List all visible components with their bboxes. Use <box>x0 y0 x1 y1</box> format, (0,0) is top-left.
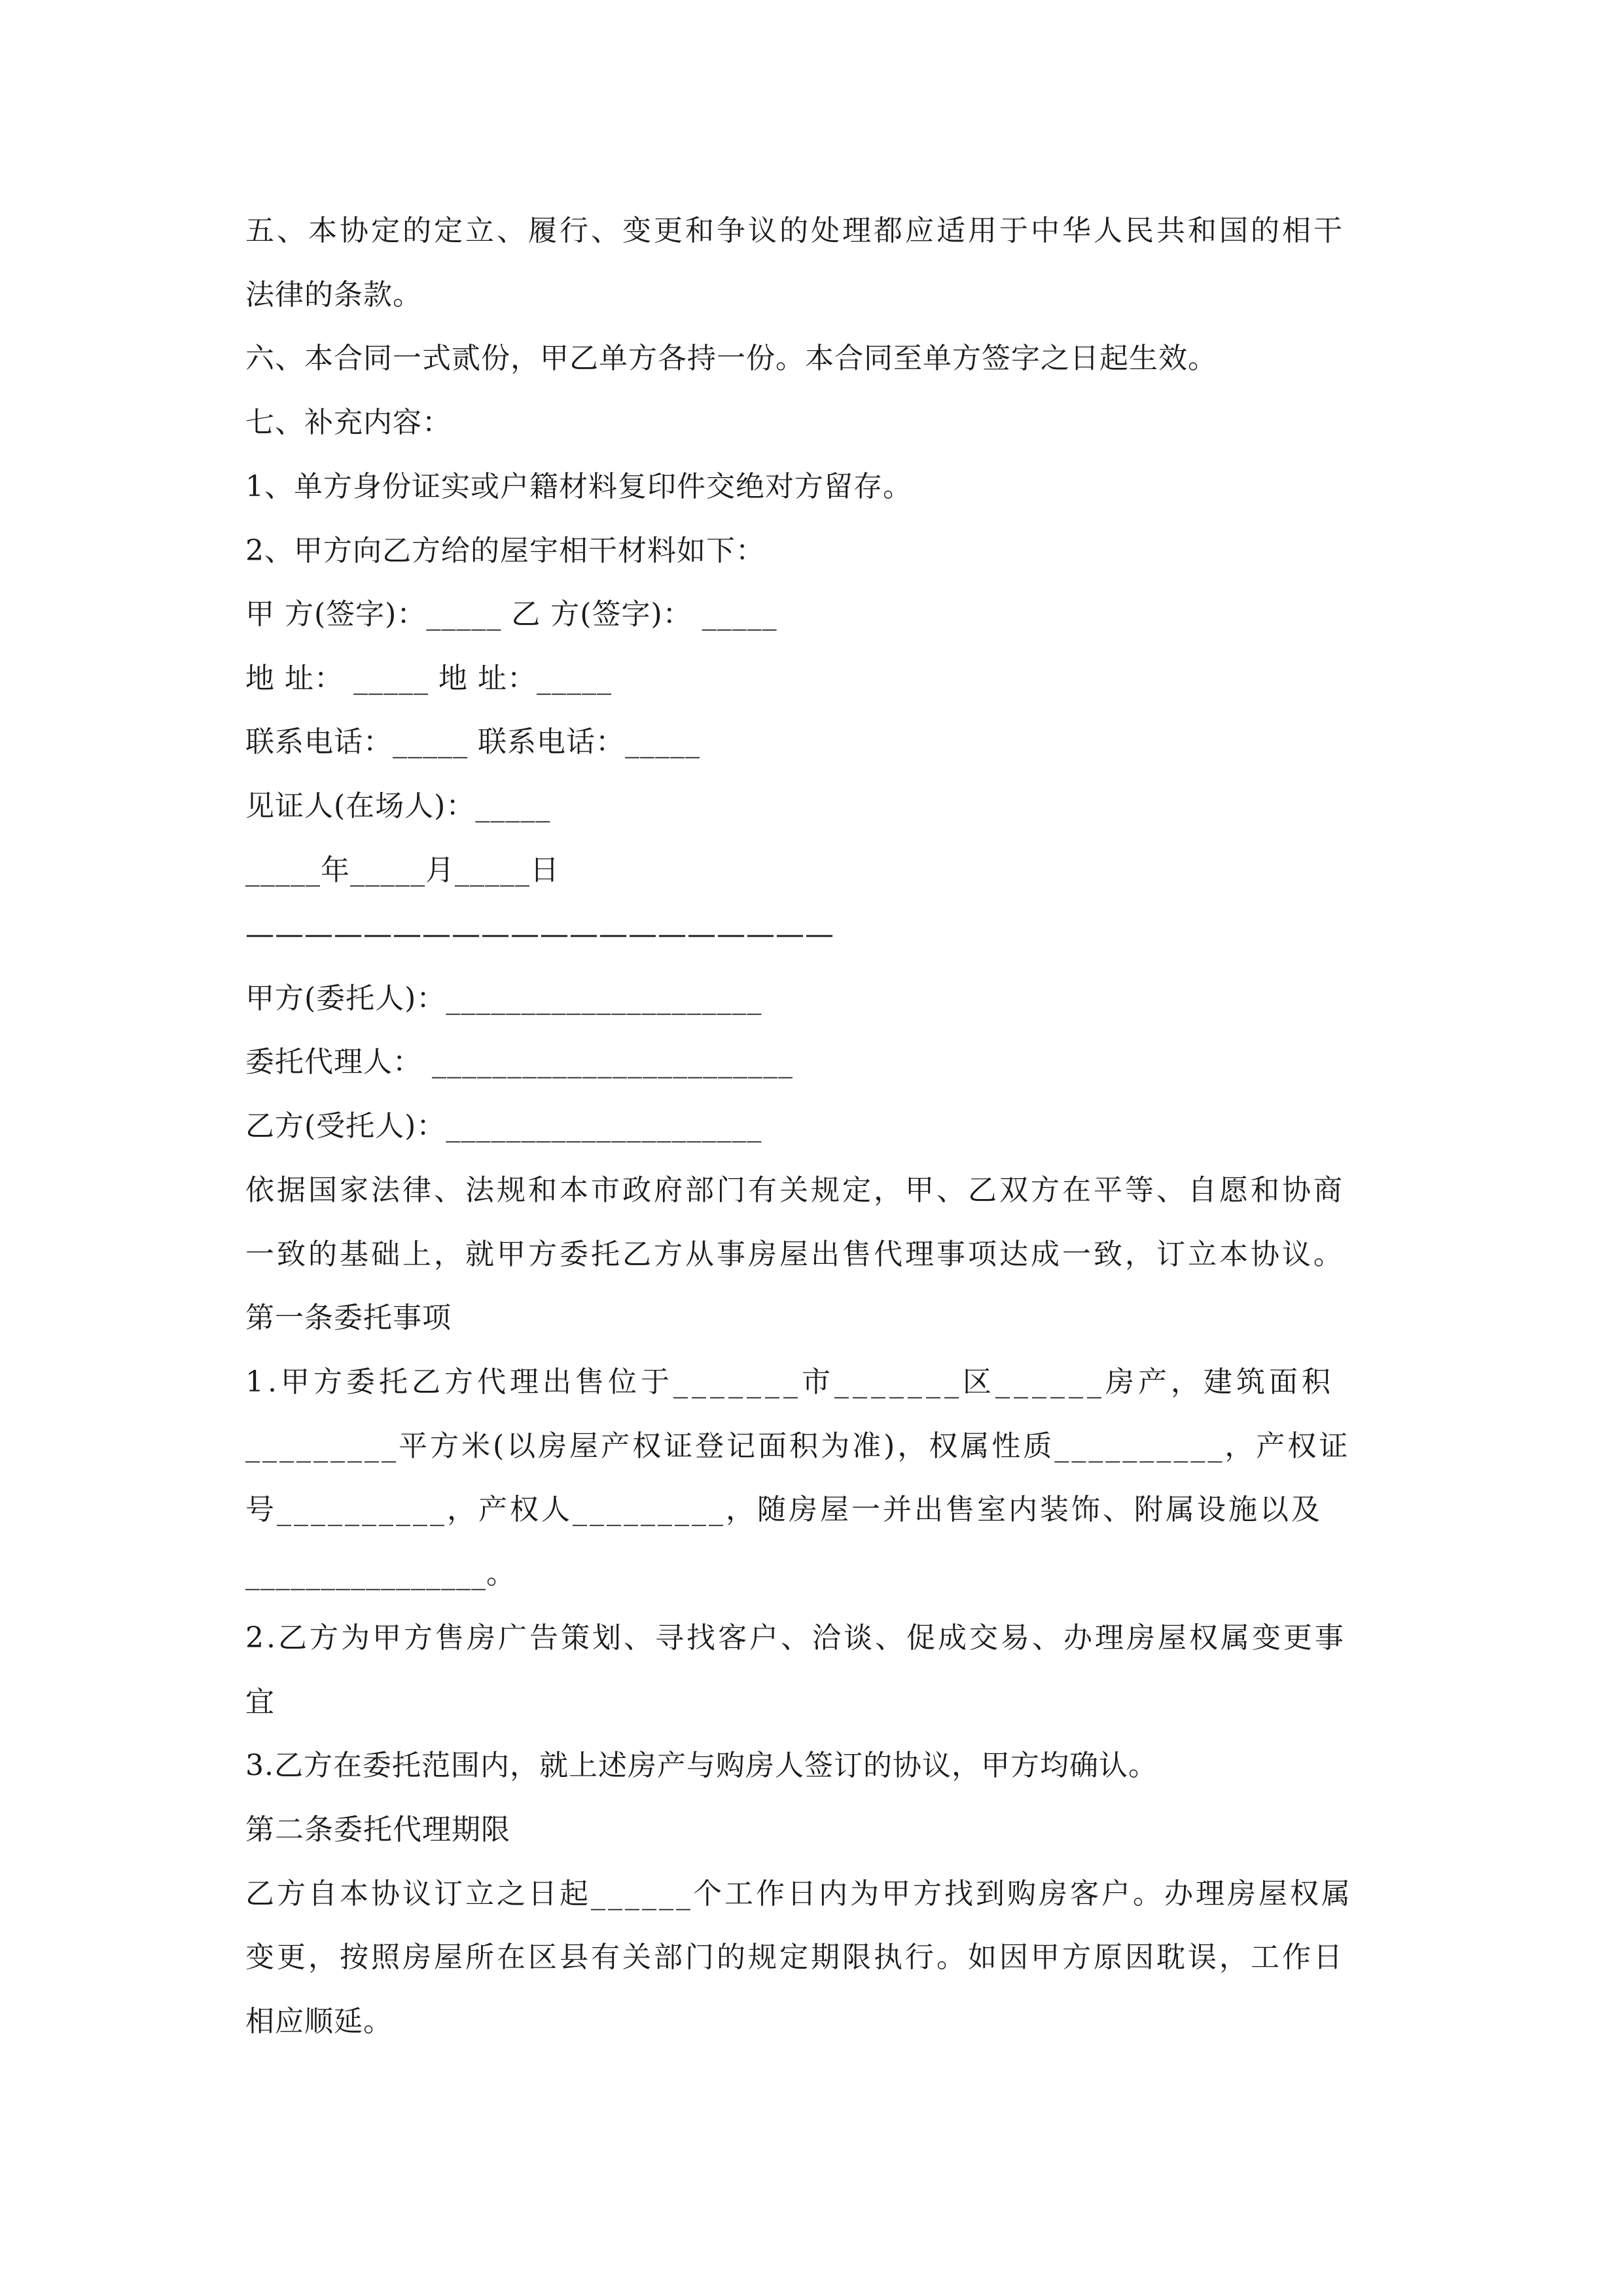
supplement-item-2: 2、甲方向乙方给的屋宇相干材料如下： <box>245 534 765 567</box>
principal-signature-line: 甲方(委托人)：_____________________ <box>245 982 762 1015</box>
signature-party-line: 甲 方(签字)：_____ 乙 方(签字)： _____ <box>245 598 777 631</box>
supplement-item-1: 1、单方身份证实或户籍材料复印件交绝对方留存。 <box>245 470 912 503</box>
preamble-line-1: 依据国家法律、法规和本市政府部门有关规定，甲、乙双方在平等、自愿和协商 <box>245 1174 1345 1207</box>
article-1-heading: 第一条委托事项 <box>245 1301 452 1335</box>
article-1-item-1-line-3: 号__________，产权人_________，随房屋一并出售室内装饰、附属设施以及 <box>245 1493 1323 1526</box>
date-line: _____年_____月_____日 <box>245 853 560 887</box>
article-2-line-2: 变更，按照房屋所在区县有关部门的规定期限执行。如因甲方原因耽误，工作日 <box>245 1941 1345 1974</box>
preamble-line-2: 一致的基础上，就甲方委托乙方从事房屋出售代理事项达成一致，订立本协议。 <box>245 1238 1345 1271</box>
clause-7-heading: 七、补充内容： <box>245 406 452 439</box>
article-1-item-2-line-2: 宜 <box>245 1685 275 1719</box>
article-1-item-1-line-2: _________平方米(以房屋产权证登记面积为准)，权属性质__________，产权证 <box>245 1429 1351 1463</box>
agent-signature-line: 委托代理人： ________________________ <box>245 1045 793 1079</box>
clause-6: 六、本合同一式贰份，甲乙单方各持一份。本合同至单方签字之日起生效。 <box>245 342 1217 375</box>
article-1-item-3: 3.乙方在委托范围内，就上述房产与购房人签订的协议，甲方均确认。 <box>245 1749 1158 1782</box>
clause-5-line-1: 五、本协定的定立、履行、变更和争议的处理都应适用于中华人民共和国的相干 <box>245 214 1345 247</box>
article-1-item-1-line-1: 1.甲方委托乙方代理出售位于_______市_______区______房产，建筑面积 <box>245 1365 1334 1399</box>
article-2-heading: 第二条委托代理期限 <box>245 1813 510 1846</box>
article-2-line-1: 乙方自本协议订立之日起______个工作日内为甲方找到购房客户。办理房屋权属 <box>245 1877 1353 1910</box>
article-1-item-2-line-1: 2.乙方为甲方售房广告策划、寻找客户、洽谈、促成交易、办理房屋权属变更事 <box>245 1621 1346 1655</box>
address-line: 地 址： _____ 地 址：_____ <box>245 662 612 695</box>
phone-line: 联系电话：_____ 联系电话：_____ <box>245 725 700 759</box>
clause-5-line-2: 法律的条款。 <box>245 278 422 312</box>
article-2-line-3: 相应顺延。 <box>245 2005 393 2038</box>
trustee-signature-line: 乙方(受托人)：_____________________ <box>245 1109 762 1143</box>
article-1-item-1-line-4: ________________。 <box>245 1557 516 1590</box>
separator-line: ———————————————————— <box>245 918 834 951</box>
witness-line: 见证人(在场人)：_____ <box>245 789 551 823</box>
